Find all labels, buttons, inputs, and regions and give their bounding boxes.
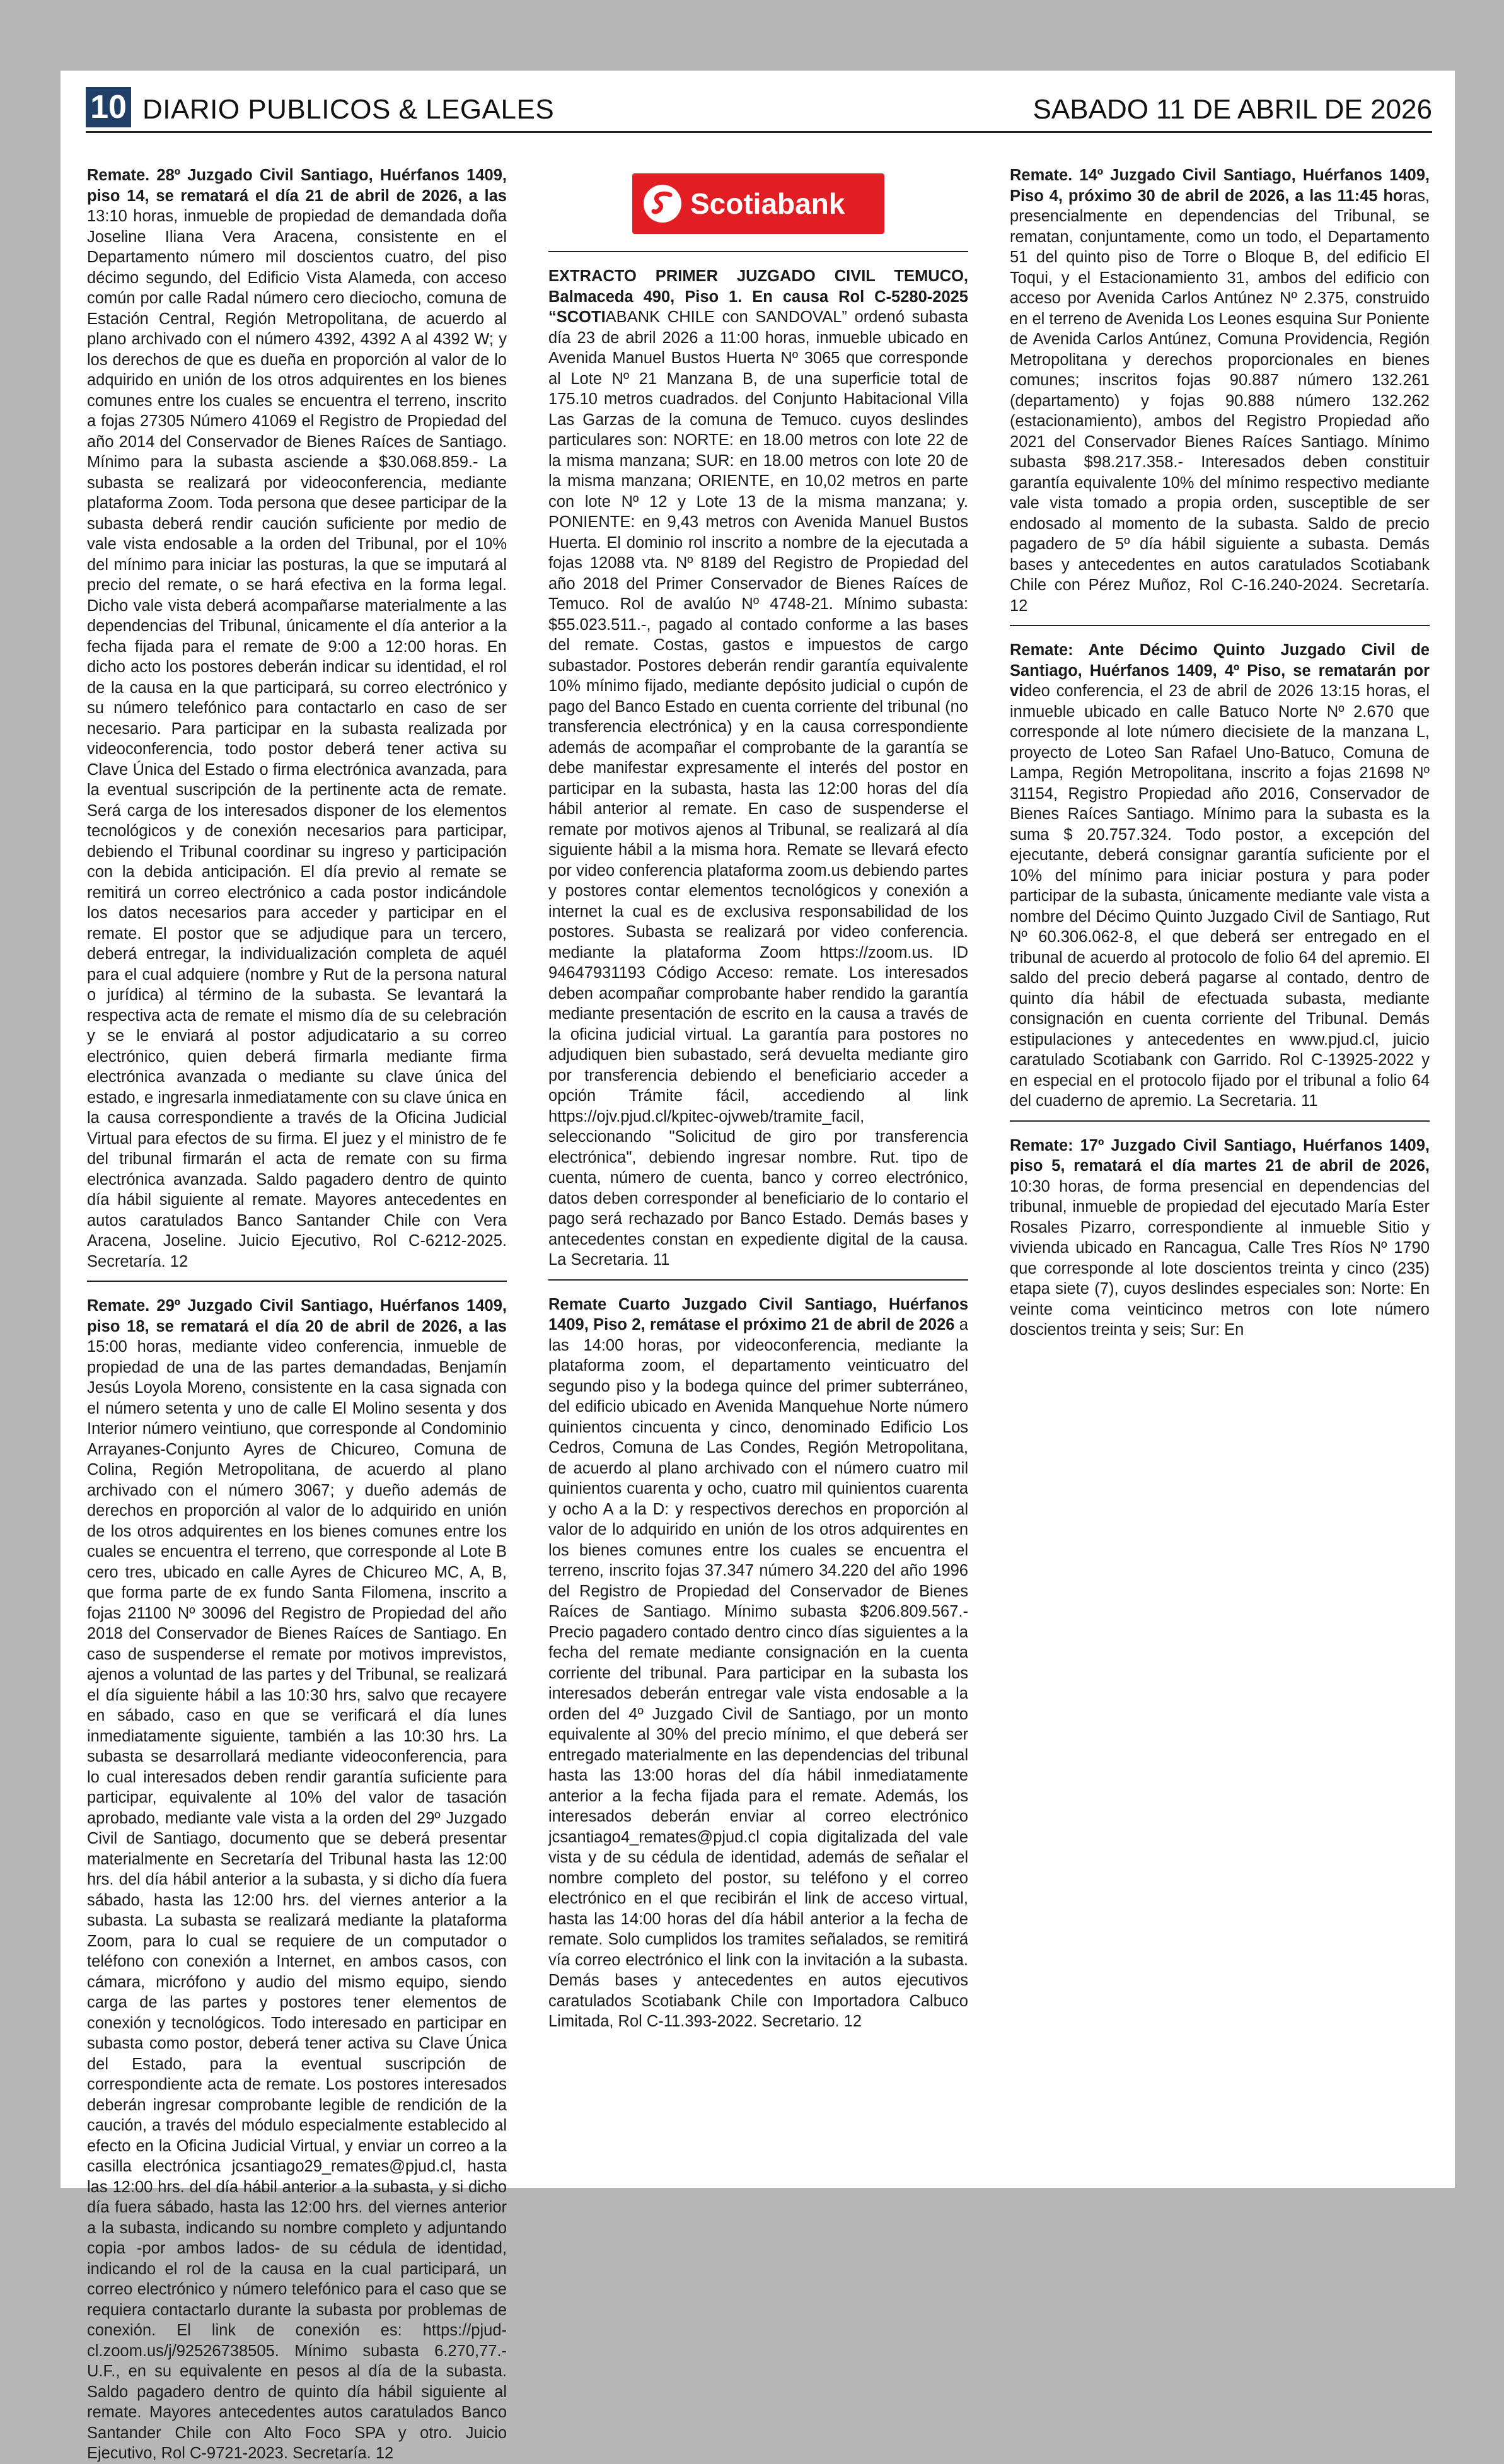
notice-14-juzgado bbox=[1010, 165, 1430, 616]
divider bbox=[548, 1279, 968, 1281]
notice-temuco bbox=[548, 266, 968, 1270]
notice-heading: Remate. 14º Juzgado Civil Santiago, Huérfanos 1409, Piso 4, próximo 30 de abril de 2026, a las 11:45 ho bbox=[1010, 166, 1430, 205]
notice-body: ABANK CHILE con SANDOVAL” ordenó subasta día 23 de abril 2026 a 11:00 horas, inmueble ubicado en Avenida Manuel Bustos Huerta Nº 3065 que corresponde al Lote Nº 21 Manzana B, de una superficie total de 175.10 metros cuadrados. del Conjunto Habitacional Villa Las Garzas de la comuna de Temuco. cuyos deslindes particulares son: NORTE: en 18.00 metros con lote 22 de la misma manzana; SUR: en 18.00 metros con lote 20 de la misma manzana; ORIENTE, en 10,02 metros en parte con lote Nº 12 y Lote 13 de la misma manzana; y. PONIENTE: en 9,43 metros con Avenida Manuel Bustos Huerta. El dominio rol inscrito a nombre de la ejecutada a fojas 12088 vta. Nº 8189 del Registro de Propiedad del año 2018 del Primer Conservador de Bienes Raíces de Temuco. Rol de avalúo Nº 4748-21. Mínimo subasta: $55.023.511.-, pagado al contado conforme a las bases del remate. Costas, gastos e impuestos de cargo subastador. Postores deberán rendir garantía equivalente 10% mínimo fijado, mediante depósito judicial o cupón de pago del Banco Estado en cuenta corriente del tribunal (no transferencia electrónica) y en la causa correspondiente además de acompañar el comprobante de la garantía se debe manifestar expresamente el interés del postor en participar en la subasta, hasta las 12:00 horas del día hábil anterior al remate. En caso de suspenderse el remate por motivos ajenos al Tribunal, se realizará al día siguiente hábil a la misma hora. Remate se llevará efecto por video conferencia plataforma zoom.us debiendo partes y postores contar elementos tecnológicos y conexión a internet la cual es de exclusiva responsabilidad de los postores. Subasta se realizará por video conferencia. mediante la plataforma Zoom https://zoom.us. ID 94647931193 Código Acceso: remate. Los interesados deben acompañar comprobante haber rendido la garantía mediante presentación de escrito en la causa a través de la oficina judicial virtual. La garantía para postores no adjudiquen bien subastado, será devuelta mediante giro por transferencia debiendo el beneficiario acceder a opción Trámite fácil, accediendo al link https://ojv.pjud.cl/kpitec-ojvweb/tramite_facil, seleccionando "Solicitud de giro por transferencia electrónica", debiendo ingresar nombre. Rut. tipo de cuenta, número de cuenta, banco y correo electrónico, datos deben corresponder al beneficiario de lo contario el pago será rechazado por Banco Estado. Demás bases y antecedentes constan en expediente digital de la causa. La Secretaria. 11 bbox=[548, 308, 968, 1269]
notice-heading: Remate. 29º Juzgado Civil Santiago, Huérfanos 1409, piso 18, se rematará el día 20 de abril de 2026, a las bbox=[87, 1297, 507, 1335]
notice-body: ras, presencialmente en dependencias del Tribunal, se rematan, conjuntamente, como un todo, el Departamento 51 del quinto piso de Torre o Bloque B, del edificio El Toqui, y el Estacionamiento 31, ambos del edificio con acceso por Avenida Carlos Antúnez Nº 2.375, construido en el terreno de Avenida Los Leones esquina Sur Poniente de Avenida Carlos Antúnez, Comuna Providencia, Región Metropolitana y derechos proporcionales en bienes comunes; inscritos fojas 90.887 número 132.261 (departamento) y fojas 90.888 número 132.262 (estacionamiento), ambos del Registro Propiedad año 2021 del Conservador Bienes Raíces Santiago. Mínimo subasta $98.217.358.- Interesados deben constituir garantía equivalente 10% del mínimo respectivo mediante vale vista tomado a propia orden, susceptible de ser endosado al momento de la subasta. Saldo de precio pagadero de 5º día hábil siguiente a subasta. Demás bases y antecedentes en autos caratulados Scotiabank Chile con Pérez Muñoz, Rol C-16.240-2024. Secretaría. 12 bbox=[1010, 187, 1430, 615]
notice-heading: Remate: Ante Décimo Quinto Juzgado Civil de Santiago, Huérfanos 1409, 4º Piso, se rematarán por vi bbox=[1010, 641, 1430, 700]
issue-date: SABADO 11 DE ABRIL DE 2026 bbox=[1033, 94, 1432, 125]
column-1 bbox=[87, 165, 507, 2462]
notice-body: 10:30 horas, de forma presencial en dependencias del tribunal, inmueble de propiedad del ejecutado María Ester Rosales Pizarro, correspondiente al inmueble Sitio y vivienda ubicado en Rancagua, Calle Tres Ríos Nº 1790 que corresponde al lote doscientos treinta y cinco (235) etapa siete (7), cuyos deslindes especiales son: Norte: En veinte coma veinticinco metros con lote número doscientos treinta y seis; Sur: En bbox=[1010, 1177, 1430, 1339]
scotiabank-logo bbox=[632, 173, 884, 234]
notice-heading: Remate. 28º Juzgado Civil Santiago, Huérfanos 1409, piso 14, se rematará el día 21 de abril de 2026, a las bbox=[87, 166, 507, 205]
divider bbox=[1010, 625, 1430, 626]
column-3 bbox=[1010, 165, 1430, 2176]
page-header bbox=[86, 81, 1432, 133]
divider bbox=[1010, 1120, 1430, 1122]
notice-heading: Remate Cuarto Juzgado Civil Santiago, Huérfanos 1409, Piso 2, remátase el próximo 21 de abril de 2026 bbox=[548, 1295, 968, 1334]
notice-heading: Remate: 17º Juzgado Civil Santiago, Huérfanos 1409, piso 5, rematará el día martes 21 de abril de 2026, bbox=[1010, 1136, 1430, 1175]
notice-cuarto-juzgado bbox=[548, 1294, 968, 2032]
notice-body: deo conferencia, el 23 de abril de 2026 13:15 horas, el inmueble ubicado en calle Batuco Norte Nº 2.670 que corresponde al lote número diecisiete de la manzana L, proyecto de Loteo San Rafael Uno-Batuco, Comuna de Lampa, Región Metropolitana, inscrito a fojas 21698 Nº 31154, Registro Propiedad año 2016, Conservador de Bienes Raíces Santiago. Mínimo para la subasta es la suma $ 20.757.324. Todo postor, a excepción del ejecutante, deberá consignar garantía suficiente por el 10% del mínimo para iniciar postura y para poder participar de la subasta, únicamente mediante vale vista a nombre del Décimo Quinto Juzgado Civil de Santiago, Rut Nº 60.306.062-8, el que deberá ser entregado en el tribunal de acuerdo al protocolo de folio 64 del apremio. El saldo del precio deberá pagarse al contado, dentro de quinto día hábil de efectuada subasta, mediante consignación en cuenta corriente del Tribunal. Demás estipulaciones y antecedentes en www.pjud.cl, juicio caratulado Scotiabank con Garrido. Rol C-13925-2022 y en especial en el protocolo fijado por el tribunal a folio 64 del cuaderno de apremio. La Secretaria. 11 bbox=[1010, 682, 1430, 1110]
notice-17-juzgado bbox=[1010, 1136, 1430, 1340]
divider bbox=[548, 251, 968, 252]
notice-28-juzgado bbox=[87, 165, 507, 1272]
scotiabank-s-icon bbox=[644, 185, 681, 223]
notice-heading: EXTRACTO PRIMER JUZGADO CIVIL TEMUCO, Balmaceda 490, Piso 1. En causa Rol C-5280-2025 “SCOTI bbox=[548, 267, 968, 326]
divider bbox=[87, 1281, 507, 1282]
publication-name: DIARIO PUBLICOS & LEGALES bbox=[142, 94, 555, 125]
logo-wordmark: Scotiabank bbox=[690, 187, 845, 220]
scotiabank-ad bbox=[548, 165, 968, 242]
notice-body: a las 14:00 horas, por videoconferencia, mediante la plataforma zoom, el departamento veinticuatro del segundo piso y la bodega quince del primer subterráneo, del edificio ubicado en Avenida Manquehue Norte número quinientos cincuenta y cinco, denominado Edificio Los Cedros, Comuna de Las Condes, Región Metropolitana, de acuerdo al plano archivado con el número cuatro mil quinientos cuarenta y ocho, cuatro mil quinientos cuarenta y ocho A a la D: y respectivos derechos en proporción al valor de lo adquirido en unión de los otros adquirentes en los bienes comunes entre los cuales se encuentra el terreno, inscrito fojas 37.347 número 34.220 del año 1996 del Registro de Propiedad del Conservador de Bienes Raíces de Santiago. Mínimo subasta $206.809.567.- Precio pagadero contado dentro cinco días siguientes a la fecha del remate mediante consignación en la cuenta corriente del tribunal. Para participar en la subasta los interesados deberán entregar vale vista endosable a la orden del 4º Juzgado Civil de Santiago, por un monto equivalente al 30% del precio mínimo, el que deberá ser entregado materialmente en las dependencias del tribunal hasta las 13:00 horas del día hábil inmediatamente anterior a la fecha fijada para el remate. Además, los interesados deberán enviar al correo electrónico jcsantiago4_remates@pjud.cl copia digitalizada del vale vista y de su cédula de identidad, además de señalar el nombre completo del postor, su teléfono y el correo electrónico en el que recibirán el link de acceso virtual, hasta las 14:00 horas del día hábil anterior a la fecha de remate. Solo cumplidos los tramites señalados, se remitirá vía correo electrónico el link con la invitación a la subasta. Demás bases y antecedentes en autos ejecutivos caratulados Scotiabank Chile con Importadora Calbuco Limitada, Rol C-11.393-2022. Secretario. 12 bbox=[548, 1316, 968, 2030]
notice-29-juzgado bbox=[87, 1296, 507, 2464]
column-2 bbox=[548, 165, 968, 2176]
notice-15-juzgado bbox=[1010, 640, 1430, 1112]
page-number: 10 bbox=[86, 87, 131, 127]
notice-body: 15:00 horas, mediante video conferencia, inmueble de propiedad de una de las partes demandadas, Benjamín Jesús Loyola Moreno, consistente en la casa signada con el número setenta y uno de calle El Molino sesenta y dos Interior número veintiuno, que corresponde al Condominio Arrayanes-Conjunto Ayres de Chicureo, Comuna de Colina, Región Metropolitana, de acuerdo al plano archivado con el número 3067; y dueño además de derechos en proporción al valor de lo adquirido en unión de los otros adquirentes en los bienes comunes entre los cuales se encuentra el terreno, que corresponde al Lote B cero tres, ubicado en calle Ayres de Chicureo MC, A, B, que forma parte de ex fundo Santa Filomena, inscrito a fojas 21100 Nº 30096 del Registro de Propiedad del año 2018 del Conservador de Bienes Raíces de Santiago. En caso de suspenderse el remate por motivos imprevistos, ajenos a voluntad de las partes y del Tribunal, se realizará el día siguiente hábil a las 10:30 hrs, salvo que recayere en sábado, caso en que se verificará el día lunes inmediatamente siguiente, también a las 10:30 hrs. La subasta se desarrollará mediante videoconferencia, para lo cual interesados deben rendir garantía suficiente para participar, equivalente al 10% del valor de tasación aprobado, mediante vale vista a la orden del 29º Juzgado Civil de Santiago, documento que se deberá presentar materialmente en Secretaría del Tribunal hasta las 12:00 hrs. del día hábil anterior a la subasta, y si dicho día fuera sábado, hasta las 12:00 hrs. del viernes anterior a la subasta. La subasta se realizará mediante la plataforma Zoom, para lo cual se requiere de un computador o teléfono con conexión a Internet, en ambos casos, con cámara, micrófono y audio del mismo equipo, siendo carga de las partes y postores tener elementos de conexión y tecnológicos. Todo interesado en participar en subasta como postor, deberá tener activa su Clave Única del Estado, para la eventual suscripción de correspondiente acta de remate. Los postores interesados deberán ingresar comprobante legible de rendición de la caución, a través del módulo especialmente establecido al efecto en la Oficina Judicial Virtual, y enviar un correo a la casilla electrónica jcsantiago29_remates@pjud.cl, hasta las 12:00 hrs. del día hábil anterior a la subasta, y si dicho día fuera sábado, hasta las 12:00 hrs. del viernes anterior a la subasta, indicando su nombre completo y adjuntando copia -por ambos lados- de su cédula de identidad, indicando el rol de la causa en la cual participará, un correo electrónico y número telefónico para el caso que se requiera contactarlo durante la subasta por problemas de conexión. El link de conexión es: https://pjud-cl.zoom.us/j/92526738505. Mínimo subasta 6.270,77.-U.F., en su equivalente en pesos al día de la subasta. Saldo pagadero dentro de quinto día hábil siguiente al remate. Mayores antecedentes autos caratulados Banco Santander Chile con Alto Foco SPA y otro. Juicio Ejecutivo, Rol C-9721-2023. Secretaría. 12 bbox=[87, 1338, 507, 2462]
newspaper-page bbox=[61, 71, 1455, 2462]
notice-body: 13:10 horas, inmueble de propiedad de demandada doña Joseline Iliana Vera Aracena, consistente en el Departamento número mil doscientos cuatro, del piso décimo segundo, del Edificio Vista Alameda, con acceso común por calle Radal número cero dieciocho, comuna de Estación Central, Región Metropolitana, de acuerdo al plano archivado con el número 4392, 4392 A al 4392 W; y los derechos de que es dueña en proporción al valor de lo adquirido en unión de los otros adquirentes en los bienes comunes entre los cuales se encuentra el terreno, inscrito a fojas 27305 Número 41069 el Registro de Propiedad del año 2014 del Conservador de Bienes Raíces de Santiago. Mínimo para la subasta asciende a $30.068.859.- La subasta se realizará por videoconferencia, mediante plataforma Zoom. Toda persona que desee participar de la subasta deberá rendir caución suficiente por medio de vale vista endosable a la orden del Tribunal, por el 10% del mínimo para iniciar las posturas, la que se imputará al precio del remate, o se hará efectiva en la forma legal. Dicho vale vista deberá acompañarse materialmente a las dependencias del Tribunal, únicamente el día anterior a la fecha fijada para el remate de 9:00 a 12:00 horas. En dicho acto los postores deberán indicar su identidad, el rol de la causa en la que participará, su correo electrónico y su número telefónico para contactarlo en caso de ser necesario. Para participar en la subasta realizada por videoconferencia, todo postor deberá tener activa su Clave Única del Estado o firma electrónica avanzada, para la eventual suscripción de la pertinente acta de remate. Será carga de los interesados disponer de los elementos tecnológicos y de conexión necesarios para participar, debiendo el Tribunal coordinar su ingreso y participación con la debida anticipación. El día previo al remate se remitirá un correo electrónico a cada postor indicándole los datos necesarios para acceder y participar en el remate. El postor que se adjudique para un tercero, deberá entregar, la individualización completa de aquél para el cual adquiere (nombre y Rut de la persona natural o jurídica) al término de la subasta. Se levantará la respectiva acta de remate el mismo día de su celebración y se le enviará al postor adjudicatario a su correo electrónico, quien deberá firmarla mediante firma electrónica avanzada o mediante su clave única del estado, e ingresarla inmediatamente con su clave única en la causa correspondiente a través de la Oficina Judicial Virtual para efectos de su firma. El juez y el ministro de fe del tribunal firmarán el acta de remate con su firma electrónica avanzada. Saldo pagadero dentro de quinto día hábil siguiente al remate. Mayores antecedentes en autos caratulados Banco Santander Chile con Vera Aracena, Joseline. Juicio Ejecutivo, Rol C-6212-2025. Secretaría. 12 bbox=[87, 207, 507, 1270]
